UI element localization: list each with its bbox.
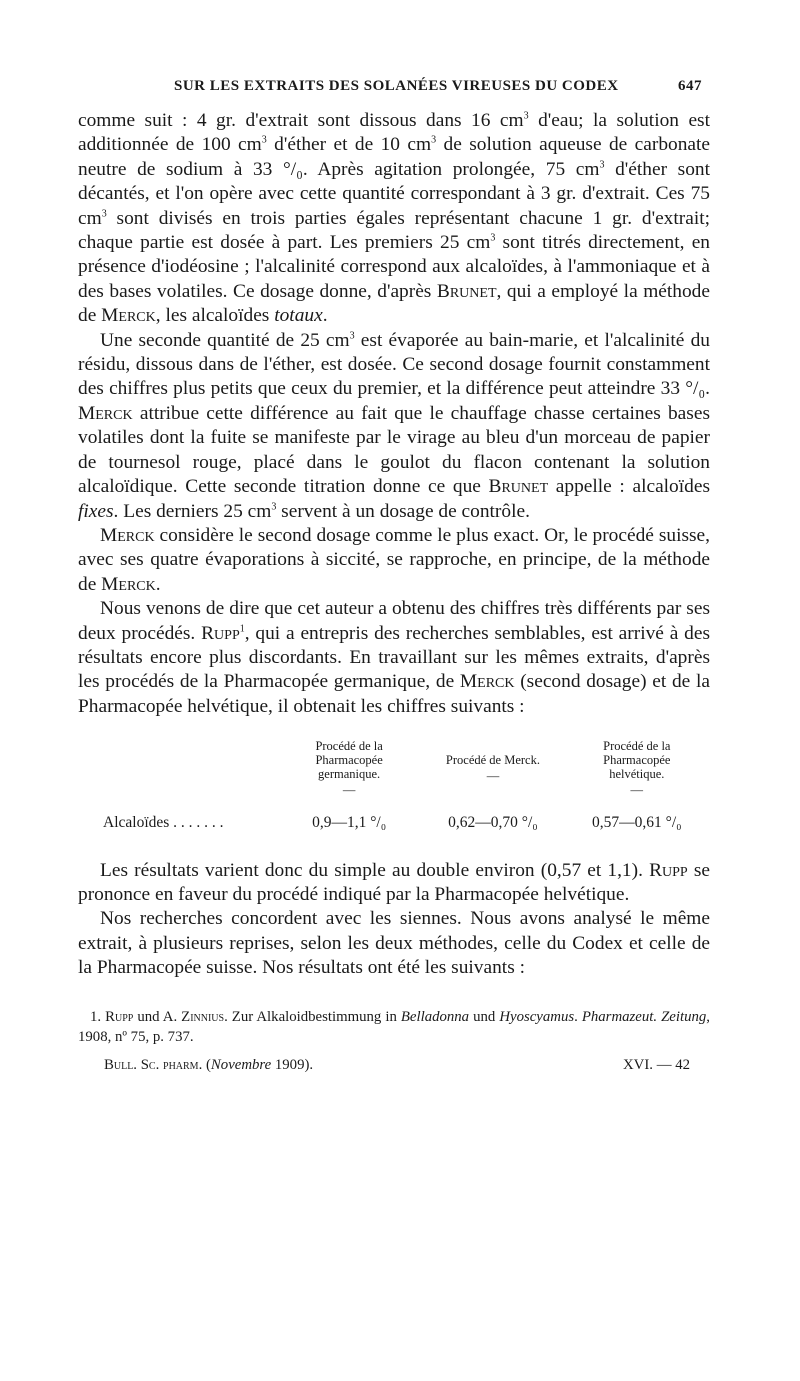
emphasis: fixes	[78, 500, 114, 522]
footnote	[78, 1007, 710, 1047]
signature-mark: XVI. — 42	[623, 1056, 690, 1073]
superscript: 3	[523, 110, 529, 122]
emphasis: Belladonna	[400, 1008, 470, 1025]
text-run: se prononce en faveur du procédé indiqué par la Pharmacopée helvétique.	[78, 859, 710, 905]
journal-citation	[104, 1057, 313, 1074]
text-run: und	[469, 1008, 500, 1025]
header-rule: —	[342, 783, 356, 798]
journal-title: Pharmazeut. Zeitung	[581, 1008, 707, 1025]
header-rule: —	[630, 783, 644, 798]
text-run: attribue cette différence au fait que le chauffage chasse certaines bases volatiles dont la fuite se manifeste par le virage au bleu d'un morceau de papier de tournesol rouge, placé dans le goulot du flacon contenant la solution alcaloïdique. Cette seconde titration donne ce que	[78, 402, 710, 498]
author-name: Rupp	[649, 859, 688, 881]
text-run: Nos recherches concordent avec les siennes. Nous avons analysé le même extrait, à plusieurs reprises, selon les deux méthodes, celle du Codex et celle de la Pharmacopée suisse. Nos résultats ont été les suivants :	[78, 908, 710, 979]
column-header-text: Procédé de la Pharmacopée germanique.	[315, 739, 383, 782]
text-run: Une seconde quantité de 25 cm	[100, 329, 350, 351]
emphasis: totaux	[274, 305, 323, 327]
author-name: Merck	[101, 573, 156, 595]
column-header	[564, 739, 710, 797]
text-run: sont titrés directement, en présence d'iodéosine ; l'alcalinité correspond aux alcaloïdes, à l'ammoniaque et à des bases volatiles. Ce dosage donne, d'après	[78, 232, 710, 302]
text-run: d'éther sont décantés, et l'on opère avec cette quantité correspondant à 3 gr. d'extrait. Ces 75 cm	[78, 158, 710, 229]
text-run: de solution aqueuse de carbonate neutre de sodium à 33 °/₀. Après agitation prolongée, 75 cm	[78, 134, 711, 180]
text-run: .	[322, 305, 328, 327]
text-run: est évaporée au bain-marie, et l'alcalinité du résidu, dissous dans de l'éther, est dosée. Ce second dosage fournit constamment des chiffres plus petits que ceux du premier, et la différence peut atteindre 33 °/₀.	[78, 329, 710, 400]
text-run: sont divisés en trois parties égales représentant chacune 1 gr. d'extrait; chaque partie est dosée à part. Les premiers 25 cm	[78, 207, 710, 254]
author-name: Merck	[78, 402, 133, 424]
text-run: , qui a employé la méthode de	[78, 280, 710, 327]
emphasis: Hyoscyamus	[499, 1008, 575, 1025]
text-run: und A.	[133, 1008, 182, 1025]
body-text	[78, 109, 710, 981]
month: Novembre	[210, 1056, 272, 1073]
text-run: , les alcaloïdes	[155, 305, 275, 327]
superscript: 3	[261, 134, 267, 146]
superscript: 3	[599, 159, 605, 171]
journal-abbrev: Bull. Sc. pharm.	[104, 1056, 203, 1073]
running-title: SUR LES EXTRAITS DES SOLANÉES VIREUSES DU CODEX	[174, 78, 619, 94]
text-run: comme suit : 4 gr. d'extrait sont dissous dans 16 cm	[78, 110, 524, 131]
text-run: Les résultats varient donc du simple au double environ (0,57 et 1,1).	[100, 859, 650, 881]
text-run: Nous venons de dire que cet auteur a obtenu des chiffres très différents par ses deux procédés.	[78, 598, 710, 644]
superscript: 3	[431, 134, 437, 146]
column-header	[422, 739, 563, 797]
author-name: Merck	[459, 671, 515, 693]
superscript: 3	[101, 208, 107, 220]
text-run: servent à un dosage de contrôle.	[276, 500, 530, 522]
author-name: Zinnius	[181, 1008, 225, 1025]
results-table	[102, 739, 710, 836]
text-run: considère le second dosage comme le plus exact. Or, le procédé suisse, avec ses quatre évaporations à siccité, se rapproche, en principe, de la méthode de	[78, 524, 710, 595]
text-run: , 1908, nº 75, p. 737.	[78, 1008, 710, 1045]
paragraph-2	[78, 329, 710, 524]
superscript: 3	[271, 501, 277, 513]
author-name: Merck	[100, 524, 155, 546]
column-header-text: Procédé de Merck.	[445, 753, 540, 768]
text-run: . Les derniers 25 cm	[113, 500, 272, 522]
column-header	[276, 739, 422, 797]
text-run: d'éther et de 10 cm	[266, 134, 432, 156]
text-run: d'eau; la solution est additionnée de 100 cm	[78, 110, 710, 156]
folio-line	[78, 1057, 710, 1074]
footnote-text	[78, 1007, 710, 1047]
column-header-text: Procédé de la Pharmacopée helvétique.	[603, 739, 671, 782]
table-cell: 0,9—1,1 °/₀	[312, 814, 387, 832]
running-head	[78, 78, 710, 95]
table-corner	[102, 739, 276, 797]
table-cell: 0,62—0,70 °/₀	[448, 814, 538, 832]
superscript: 3	[490, 232, 496, 244]
author-name: Rupp	[105, 1008, 134, 1025]
superscript: 3	[349, 330, 355, 342]
text-run: . Zur Alkaloidbestimmung in	[224, 1008, 401, 1025]
header-rule: —	[486, 769, 500, 784]
table-cell: 0,57—0,61 °/₀	[592, 814, 682, 832]
text-run: (	[202, 1056, 211, 1073]
text-run: .	[574, 1008, 582, 1025]
text-run: , qui a entrepris des recherches semblables, est arrivé à des résultats encore plus discordants. En travaillant sur les mêmes extraits, d'après les procédés de la Pharmacopée germanique, de	[78, 622, 710, 693]
text-run: appelle : alcaloïdes	[548, 476, 710, 498]
paragraph-1	[78, 109, 710, 329]
paragraph-4	[78, 597, 710, 719]
page-number: 647	[678, 78, 702, 94]
paragraph-3	[78, 524, 710, 597]
table-row	[102, 797, 710, 836]
year: 1909).	[271, 1056, 314, 1073]
author-name: Rupp	[201, 622, 240, 644]
footnote-number: 1.	[90, 1008, 106, 1025]
author-name: Merck	[101, 305, 156, 327]
paragraph-6	[78, 907, 710, 980]
text-run: (second dosage) et de la Pharmacopée helvétique, il obtenait les chiffres suivants :	[78, 671, 710, 717]
table-header-row	[102, 739, 710, 797]
text-run: .	[155, 573, 161, 595]
page	[78, 78, 710, 1074]
author-name: Brunet	[488, 476, 549, 498]
paragraph-5	[78, 859, 710, 908]
footnote-ref: 1	[239, 623, 245, 635]
author-name: Brunet	[436, 280, 497, 302]
row-label: Alcaloïdes . . . . . . .	[103, 814, 224, 832]
